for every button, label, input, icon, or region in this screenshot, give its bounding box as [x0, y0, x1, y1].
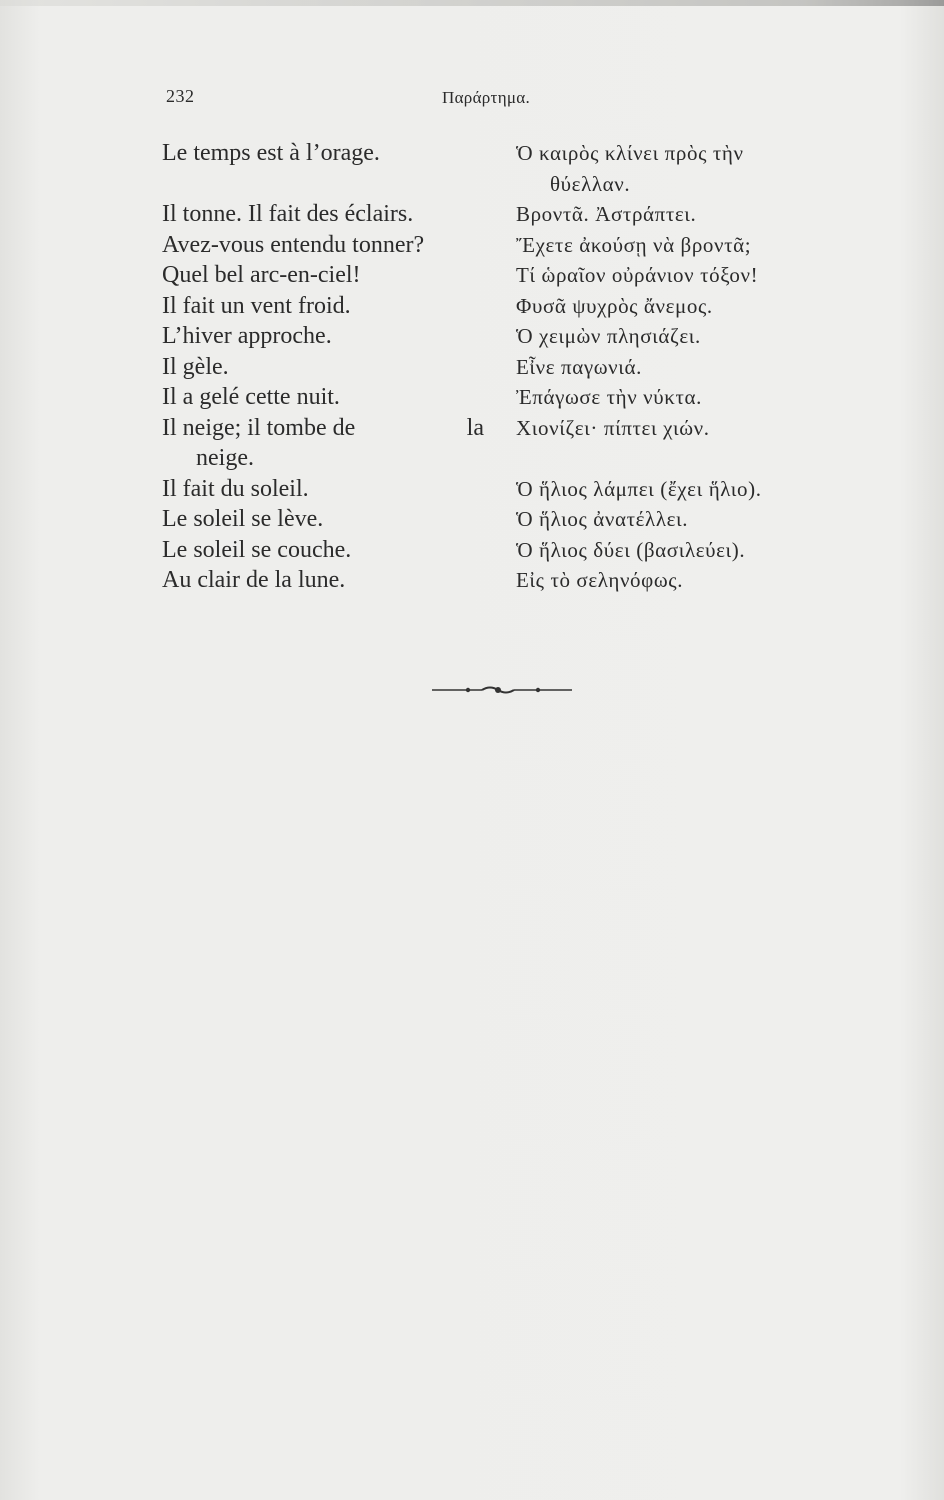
greek-line: Ὁ χειμὼν πλησιάζει. [516, 324, 701, 348]
french-line: Il fait un vent froid. [162, 292, 351, 319]
greek-line: Ἐπάγωσε τὴν νύκτα. [516, 385, 702, 409]
greek-line: Ὁ καιρὸς κλίνει πρὸς τὴν [516, 141, 744, 165]
greek-line: θύελλαν. [550, 171, 631, 196]
french-line-part: la [466, 414, 484, 441]
greek-line: Τί ὡραῖον οὐράνιον τόξον! [516, 263, 759, 287]
greek-line: Ὁ ἥλιος δύει (βασιλεύει). [516, 537, 746, 562]
french-line: Il gèle. [162, 353, 229, 380]
french-line: neige. [196, 445, 254, 471]
page-edge [0, 0, 944, 6]
french-line: Avez-vous entendu tonner? [162, 231, 425, 258]
page-number: 232 [166, 86, 195, 106]
greek-column [516, 138, 926, 596]
greek-line: Ὁ ἥλιος ἀνατέλλει. [516, 507, 689, 531]
french-column [162, 138, 502, 596]
greek-line: Χιονίζει· πίπτει χιών. [516, 415, 710, 440]
blank-line [516, 443, 926, 474]
french-line: Quel bel arc-en-ciel! [162, 262, 361, 288]
greek-line: Ἔχετε ἀκούσῃ νὰ βροντᾶ; [516, 232, 752, 257]
greek-line: Εἰς τὸ σεληνόφως. [516, 568, 684, 592]
french-line: Le soleil se lève. [162, 506, 324, 532]
greek-line: Εἶνε παγωνιά. [516, 354, 642, 379]
section-ornament [432, 682, 572, 698]
greek-line: Βροντᾶ. Ἀστράπτει. [516, 202, 697, 226]
french-line-part: Il neige; il tombe de [162, 414, 356, 441]
french-line: L’hiver approche. [162, 323, 332, 349]
french-line: Il tonne. Il fait des éclairs. [162, 201, 414, 227]
french-line: Il a gelé cette nuit. [162, 384, 340, 410]
french-line: Au clair de la lune. [162, 567, 346, 593]
french-line: Le soleil se couche. [162, 536, 352, 563]
greek-line: Φυσᾶ ψυχρὸς ἄνεμος. [516, 293, 713, 318]
french-line: Il fait du soleil. [162, 475, 309, 502]
french-line [162, 413, 484, 444]
blank-line [162, 169, 502, 200]
running-head: Παράρτημα. [442, 88, 531, 107]
greek-line: Ὁ ἥλιος λάμπει (ἔχει ἥλιο). [516, 476, 762, 501]
french-line: Le temps est à l’orage. [162, 140, 380, 166]
